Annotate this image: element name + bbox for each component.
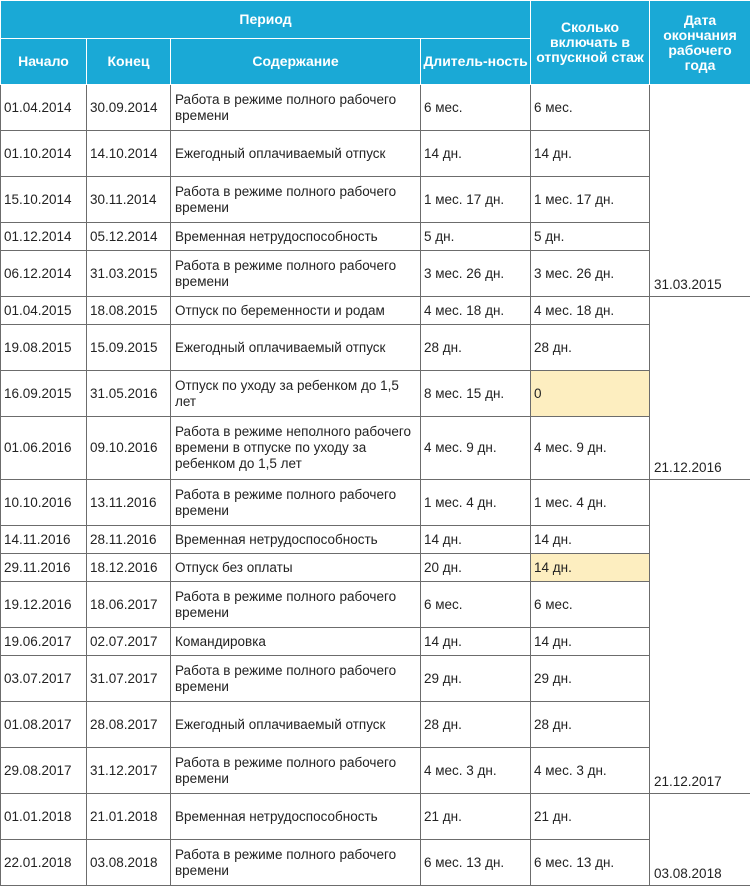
content-cell: Ежегодный оплачиваемый отпуск xyxy=(171,702,421,748)
table-row xyxy=(1,582,750,628)
end-cell: 05.12.2014 xyxy=(87,223,171,251)
include-header: Сколько включать в отпускной стаж xyxy=(531,1,650,85)
duration-cell: 14 дн. xyxy=(421,526,531,554)
year-end-cell: 21.12.2016 xyxy=(650,297,750,480)
content-cell: Работа в режиме полного рабочего времени xyxy=(171,840,421,886)
table-row xyxy=(1,554,750,582)
start-cell: 14.11.2016 xyxy=(1,526,87,554)
include-cell: 14 дн. xyxy=(531,628,650,656)
end-cell: 30.11.2014 xyxy=(87,177,171,223)
start-cell: 01.12.2014 xyxy=(1,223,87,251)
end-cell: 30.09.2014 xyxy=(87,85,171,131)
include-cell: 14 дн. xyxy=(531,526,650,554)
include-cell: 1 мес. 4 дн. xyxy=(531,480,650,526)
duration-cell: 28 дн. xyxy=(421,702,531,748)
content-cell: Работа в режиме полного рабочего времени xyxy=(171,177,421,223)
include-cell: 4 мес. 3 дн. xyxy=(531,748,650,794)
end-cell: 14.10.2014 xyxy=(87,131,171,177)
start-cell: 01.08.2017 xyxy=(1,702,87,748)
include-cell: 28 дн. xyxy=(531,702,650,748)
include-cell-highlighted: 0 xyxy=(531,371,650,417)
start-cell: 01.01.2018 xyxy=(1,794,87,840)
content-cell: Отпуск без оплаты xyxy=(171,554,421,582)
duration-cell: 29 дн. xyxy=(421,656,531,702)
content-cell: Отпуск по беременности и родам xyxy=(171,297,421,325)
content-header: Содержание xyxy=(171,39,421,85)
table-row xyxy=(1,325,750,371)
table-row xyxy=(1,480,750,526)
table-row xyxy=(1,656,750,702)
start-cell: 15.10.2014 xyxy=(1,177,87,223)
include-cell: 4 мес. 18 дн. xyxy=(531,297,650,325)
duration-cell: 14 дн. xyxy=(421,131,531,177)
year-end-header: Дата окончания рабочего года xyxy=(650,1,750,85)
end-cell: 31.03.2015 xyxy=(87,251,171,297)
duration-cell: 14 дн. xyxy=(421,628,531,656)
include-cell: 4 мес. 9 дн. xyxy=(531,417,650,480)
end-cell: 31.05.2016 xyxy=(87,371,171,417)
end-cell: 13.11.2016 xyxy=(87,480,171,526)
year-end-cell: 03.08.2018 xyxy=(650,794,750,886)
end-cell: 09.10.2016 xyxy=(87,417,171,480)
table-row xyxy=(1,748,750,794)
end-header: Конец xyxy=(87,39,171,85)
start-cell: 06.12.2014 xyxy=(1,251,87,297)
include-cell: 21 дн. xyxy=(531,794,650,840)
include-cell: 6 мес. 13 дн. xyxy=(531,840,650,886)
end-cell: 18.06.2017 xyxy=(87,582,171,628)
content-cell: Ежегодный оплачиваемый отпуск xyxy=(171,131,421,177)
include-cell: 29 дн. xyxy=(531,656,650,702)
content-cell: Работа в режиме полного рабочего времени xyxy=(171,480,421,526)
include-cell: 28 дн. xyxy=(531,325,650,371)
duration-cell: 6 мес. 13 дн. xyxy=(421,840,531,886)
include-cell: 6 мес. xyxy=(531,85,650,131)
table-row xyxy=(1,177,750,223)
end-cell: 21.01.2018 xyxy=(87,794,171,840)
duration-cell: 4 мес. 9 дн. xyxy=(421,417,531,480)
content-cell: Работа в режиме полного рабочего времени xyxy=(171,251,421,297)
include-cell: 5 дн. xyxy=(531,223,650,251)
table-row xyxy=(1,85,750,131)
duration-cell: 1 мес. 4 дн. xyxy=(421,480,531,526)
start-cell: 29.08.2017 xyxy=(1,748,87,794)
duration-cell: 28 дн. xyxy=(421,325,531,371)
include-cell-highlighted: 14 дн. xyxy=(531,554,650,582)
duration-cell: 4 мес. 3 дн. xyxy=(421,748,531,794)
start-cell: 10.10.2016 xyxy=(1,480,87,526)
table-row xyxy=(1,840,750,886)
table-row xyxy=(1,131,750,177)
table-row xyxy=(1,526,750,554)
content-cell: Командировка xyxy=(171,628,421,656)
content-cell: Временная нетрудоспособность xyxy=(171,526,421,554)
duration-cell: 20 дн. xyxy=(421,554,531,582)
duration-cell: 1 мес. 17 дн. xyxy=(421,177,531,223)
table-row xyxy=(1,297,750,325)
duration-cell: 6 мес. xyxy=(421,85,531,131)
include-cell: 3 мес. 26 дн. xyxy=(531,251,650,297)
start-cell: 03.07.2017 xyxy=(1,656,87,702)
end-cell: 18.08.2015 xyxy=(87,297,171,325)
content-cell: Работа в режиме неполного рабочего времени в отпуске по уходу за ребенком до 1,5 лет xyxy=(171,417,421,480)
duration-cell: 5 дн. xyxy=(421,223,531,251)
start-cell: 19.08.2015 xyxy=(1,325,87,371)
content-cell: Работа в режиме полного рабочего времени xyxy=(171,582,421,628)
content-cell: Временная нетрудоспособность xyxy=(171,794,421,840)
table-row xyxy=(1,371,750,417)
end-cell: 02.07.2017 xyxy=(87,628,171,656)
table-row xyxy=(1,223,750,251)
end-cell: 18.12.2016 xyxy=(87,554,171,582)
duration-cell: 21 дн. xyxy=(421,794,531,840)
content-cell: Работа в режиме полного рабочего времени xyxy=(171,85,421,131)
end-cell: 31.07.2017 xyxy=(87,656,171,702)
start-cell: 19.12.2016 xyxy=(1,582,87,628)
start-cell: 29.11.2016 xyxy=(1,554,87,582)
year-end-cell: 31.03.2015 xyxy=(650,85,750,297)
year-end-cell: 21.12.2017 xyxy=(650,480,750,794)
content-cell: Работа в режиме полного рабочего времени xyxy=(171,748,421,794)
table-row xyxy=(1,794,750,840)
duration-cell: 6 мес. xyxy=(421,582,531,628)
content-cell: Отпуск по уходу за ребенком до 1,5 лет xyxy=(171,371,421,417)
end-cell: 28.08.2017 xyxy=(87,702,171,748)
duration-cell: 8 мес. 15 дн. xyxy=(421,371,531,417)
content-cell: Работа в режиме полного рабочего времени xyxy=(171,656,421,702)
start-cell: 19.06.2017 xyxy=(1,628,87,656)
duration-cell: 4 мес. 18 дн. xyxy=(421,297,531,325)
start-cell: 16.09.2015 xyxy=(1,371,87,417)
period-header: Период xyxy=(1,1,531,39)
end-cell: 03.08.2018 xyxy=(87,840,171,886)
duration-cell: 3 мес. 26 дн. xyxy=(421,251,531,297)
end-cell: 31.12.2017 xyxy=(87,748,171,794)
table-row xyxy=(1,417,750,480)
start-cell: 22.01.2018 xyxy=(1,840,87,886)
start-cell: 01.04.2014 xyxy=(1,85,87,131)
end-cell: 15.09.2015 xyxy=(87,325,171,371)
start-cell: 01.06.2016 xyxy=(1,417,87,480)
table-row xyxy=(1,251,750,297)
include-cell: 14 дн. xyxy=(531,131,650,177)
start-cell: 01.04.2015 xyxy=(1,297,87,325)
table-row xyxy=(1,702,750,748)
start-cell: 01.10.2014 xyxy=(1,131,87,177)
end-cell: 28.11.2016 xyxy=(87,526,171,554)
content-cell: Ежегодный оплачиваемый отпуск xyxy=(171,325,421,371)
content-cell: Временная нетрудоспособность xyxy=(171,223,421,251)
table-row xyxy=(1,628,750,656)
duration-header: Длитель-ность xyxy=(421,39,531,85)
start-header: Начало xyxy=(1,39,87,85)
include-cell: 1 мес. 17 дн. xyxy=(531,177,650,223)
include-cell: 6 мес. xyxy=(531,582,650,628)
